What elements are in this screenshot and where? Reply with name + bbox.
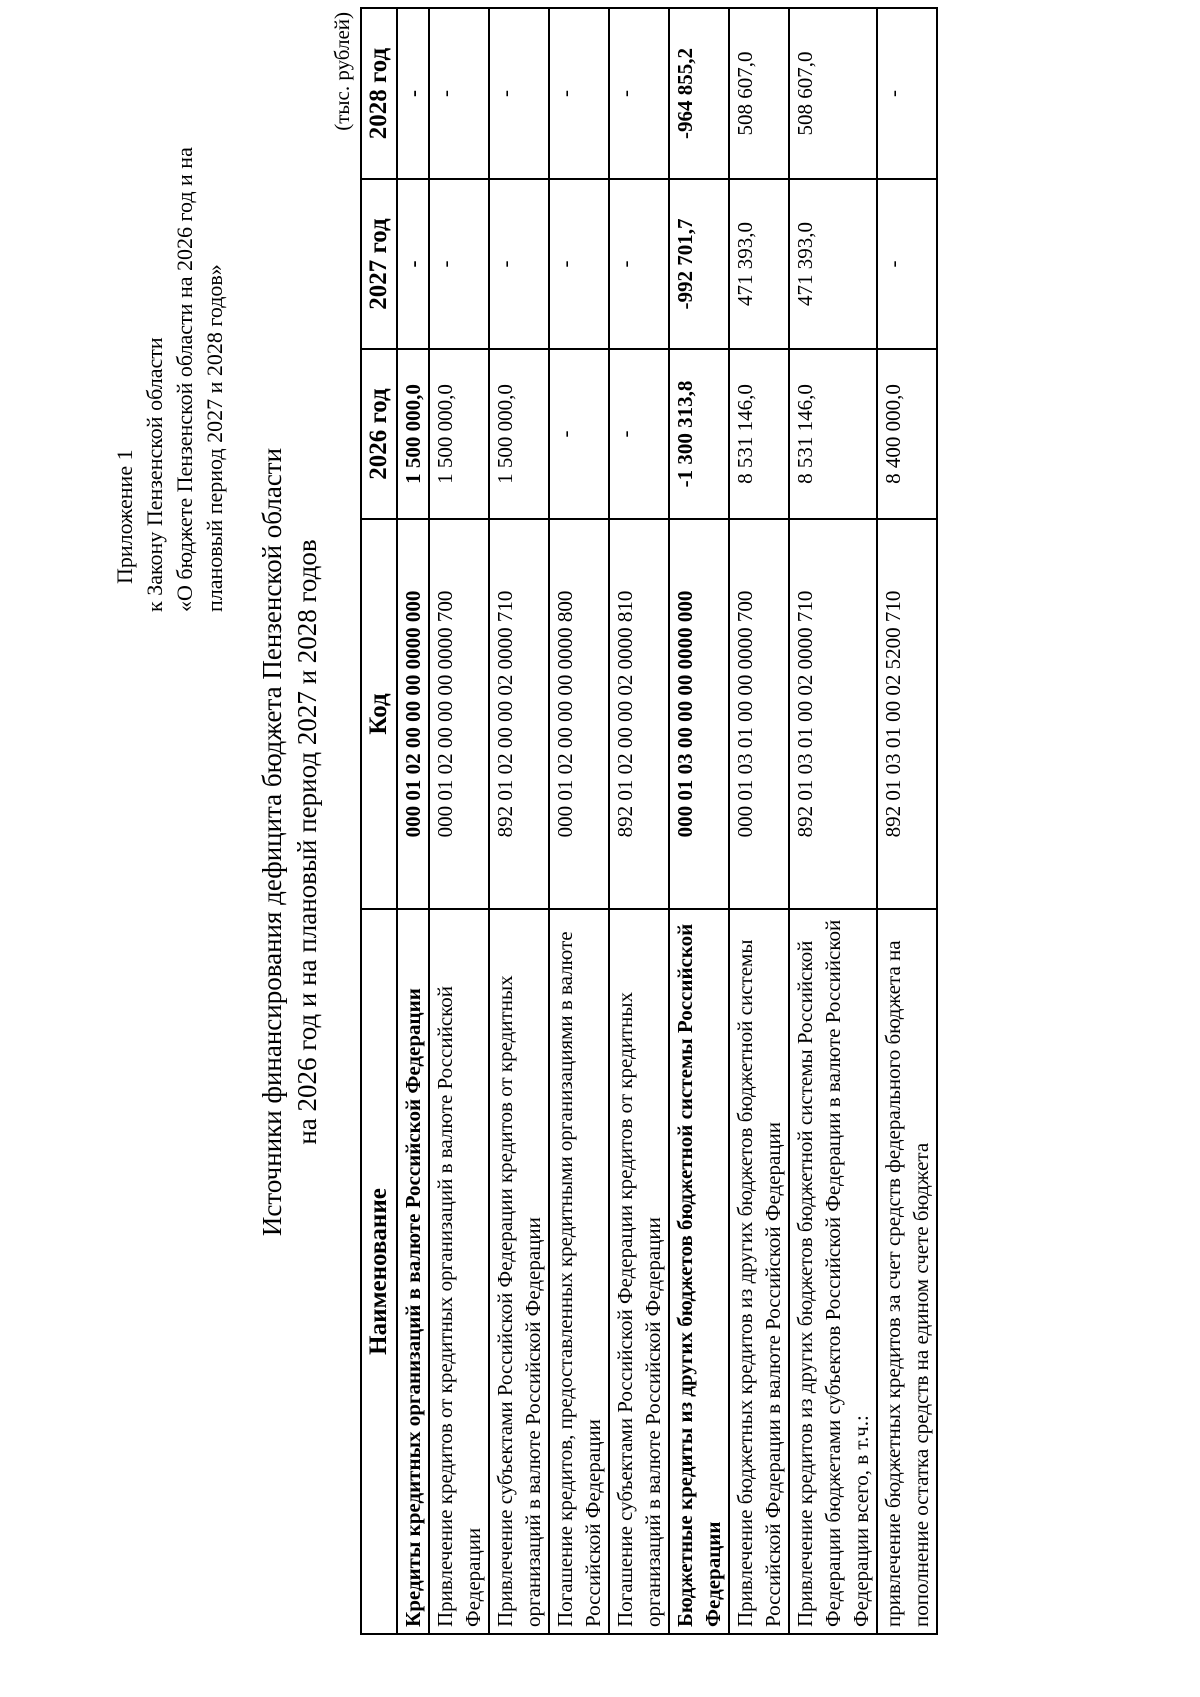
row-name: Кредиты кредитных организаций в валюте Российской Федерации — [397, 909, 429, 1634]
row-name: Погашение субъектами Российской Федерации кредитов от кредитных организаций в валюте Российской Федерации — [609, 909, 669, 1634]
row-2027: -992 701,7 — [669, 179, 729, 349]
table-row — [729, 8, 789, 1634]
row-name: Привлечение бюджетных кредитов из других бюджетов бюджетной системы Российской Федерации в валюте Российской Федерации — [729, 909, 789, 1634]
row-2026: 8 531 146,0 — [789, 349, 877, 519]
row-code: 892 01 03 01 00 02 5200 710 — [877, 519, 937, 909]
document-title — [255, 182, 325, 1502]
header-2028: 2028 год — [361, 8, 397, 179]
header-code: Код — [361, 519, 397, 909]
appendix-header — [110, 52, 230, 612]
row-code: 000 01 02 00 00 00 0000 700 — [429, 519, 489, 909]
row-code: 892 01 02 00 00 02 0000 710 — [489, 519, 549, 909]
row-2027: - — [429, 179, 489, 349]
row-code: 000 01 02 00 00 00 0000 000 — [397, 519, 429, 909]
row-2026: 1 500 000,0 — [429, 349, 489, 519]
appendix-number: Приложение 1 — [112, 449, 137, 584]
row-2027: - — [549, 179, 609, 349]
row-2026: 8 531 146,0 — [729, 349, 789, 519]
row-name-cell — [789, 909, 877, 1634]
row-2026: -1 300 313,8 — [669, 349, 729, 519]
row-2028: 508 607,0 — [789, 8, 877, 179]
row-2028: 508 607,0 — [729, 8, 789, 179]
row-2026: - — [609, 349, 669, 519]
row-name: Привлечение кредитов от кредитных организаций в валюте Российской Федерации — [429, 909, 489, 1634]
row-name-extra: в т.ч.: — [849, 1415, 873, 1465]
row-2027: 471 393,0 — [729, 179, 789, 349]
table-header-row — [361, 8, 397, 1634]
row-2026: 1 500 000,0 — [489, 349, 549, 519]
row-name: Привлечение кредитов из других бюджетов бюджетной системы Российской Федерации бюджетами субъектов Российской Федерации в валюте Российской Федерации всего, — [793, 919, 873, 1627]
appendix-line: плановый период 2027 и 2028 годов» — [202, 264, 227, 612]
row-code: 000 01 03 00 00 00 0000 000 — [669, 519, 729, 909]
row-2028: - — [877, 8, 937, 179]
financing-table — [360, 7, 938, 1635]
row-name: Привлечение субъектами Российской Федерации кредитов от кредитных организаций в валюте Российской Федерации — [489, 909, 549, 1634]
row-code: 892 01 02 00 00 02 0000 810 — [609, 519, 669, 909]
table-row — [877, 8, 937, 1634]
row-2028: - — [609, 8, 669, 179]
header-2027: 2027 год — [361, 179, 397, 349]
row-2027: - — [489, 179, 549, 349]
row-name: Погашение кредитов, предоставленных кредитными организациями в валюте Российской Федерации — [549, 909, 609, 1634]
title-line-2: на 2026 год и на плановый период 2027 и 2028 годов — [292, 539, 322, 1145]
row-code: 000 01 02 00 00 00 0000 800 — [549, 519, 609, 909]
row-code: 000 01 03 01 00 00 0000 700 — [729, 519, 789, 909]
row-2026: - — [549, 349, 609, 519]
table-row — [669, 8, 729, 1634]
row-2027: 471 393,0 — [789, 179, 877, 349]
row-2028: - — [489, 8, 549, 179]
row-name: Бюджетные кредиты из других бюджетов бюджетной системы Российской Федерации — [669, 909, 729, 1634]
header-name: Наименование — [361, 909, 397, 1634]
header-2026: 2026 год — [361, 349, 397, 519]
row-2028: - — [549, 8, 609, 179]
row-name: привлечение бюджетных кредитов за счет средств федерального бюджета на пополнение остатка средств на едином счете бюджета — [877, 909, 937, 1634]
row-code: 892 01 03 01 00 02 0000 710 — [789, 519, 877, 909]
row-2026: 1 500 000,0 — [397, 349, 429, 519]
table-row — [789, 8, 877, 1634]
table-row — [429, 8, 489, 1634]
table-row — [397, 8, 429, 1634]
row-2027: - — [397, 179, 429, 349]
table-row — [549, 8, 609, 1634]
row-2027: - — [877, 179, 937, 349]
appendix-line: к Закону Пензенской области — [142, 337, 167, 612]
table-row — [609, 8, 669, 1634]
row-2028: -964 855,2 — [669, 8, 729, 179]
title-line-1: Источники финансирования дефицита бюджета Пензенской области — [257, 447, 287, 1237]
row-2027: - — [609, 179, 669, 349]
table-row — [489, 8, 549, 1634]
row-2028: - — [397, 8, 429, 179]
row-2026: 8 400 000,0 — [877, 349, 937, 519]
appendix-line: «О бюджете Пензенской области на 2026 год и на — [172, 147, 197, 612]
units-note: (тыс. рублей) — [330, 12, 354, 131]
row-2028: - — [429, 8, 489, 179]
